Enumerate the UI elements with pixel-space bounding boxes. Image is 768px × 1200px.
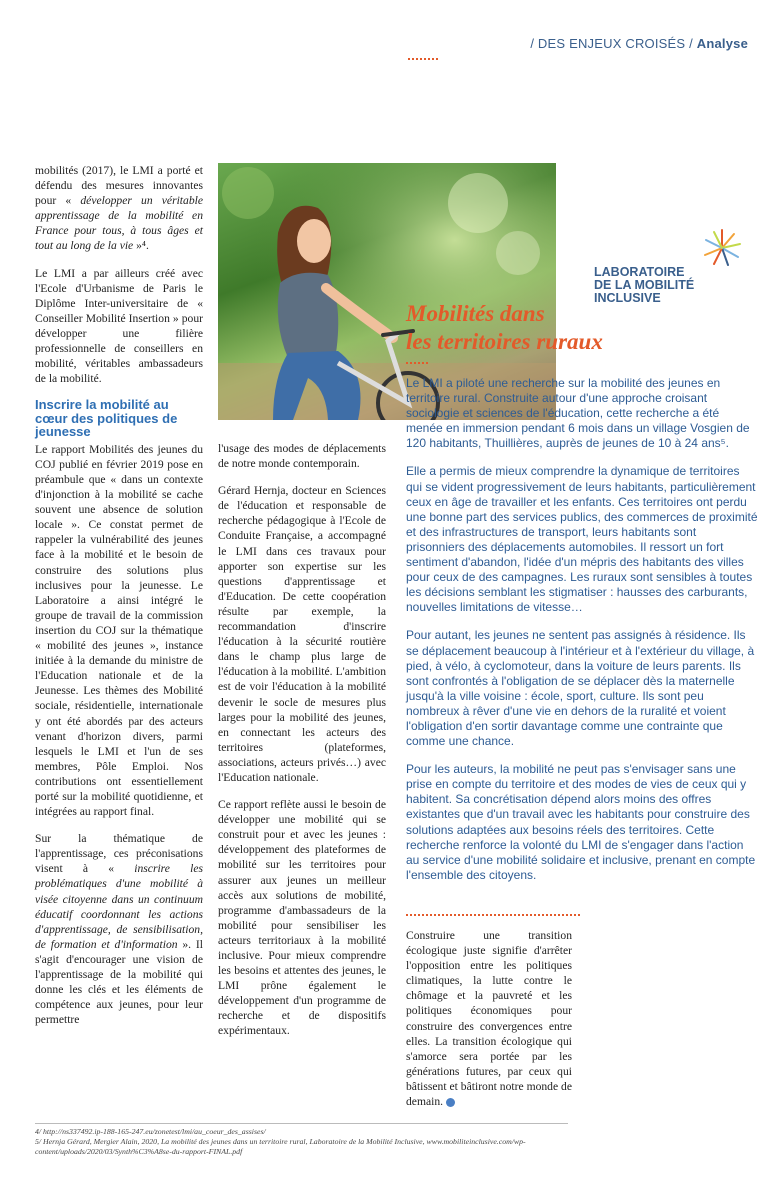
paragraph: Sur la thématique de l'apprentissage, ces préconisations visent à « inscrire les problématiques d'une mobilité à visée citoyenne dans un continuum éducatif coordonnant les actions d'apprentissage, de sensibilisation, de formation et d'information ». Il s'agit d'encourager une vision de l'apprentissage de la mobilité qui donne les clés et les éléments de compétence aux jeunes, pour leur permettre bbox=[35, 832, 203, 1027]
header-dotted-rule bbox=[408, 58, 438, 60]
footnote-5: 5/ Hernja Gérard, Mergier Alain, 2020, La mobilité des jeunes dans un territoire rural, Laboratoire de la Mobilité Inclusive, www.mobiliteinclusive.com/wp-content/uploads/2020/03/Synth%C3%A8se-du-rapport-FINAL.pdf bbox=[35, 1137, 526, 1156]
footnotes bbox=[35, 1127, 575, 1157]
paragraph: mobilités (2017), le LMI a porté et défendu des mesures innovantes pour « développer un véritable apprentissage de la mobilité en France pour tous, à tous âges et tout au long de la vie »⁴. bbox=[35, 164, 203, 253]
paragraph: Le LMI a piloté une recherche sur la mobilité des jeunes en territoire rural. Construite autour d'une approche croisant sociologie et sciences de l'éducation, cette recherche a été menée en immersion pendant 6 mois dans un village Vosgien de 120 habitants, Thuillières, auprès de jeunes de 10 à 24 ans⁵. bbox=[406, 376, 750, 451]
sidebar-body bbox=[406, 376, 758, 896]
running-header bbox=[530, 36, 748, 51]
paragraph: l'usage des modes de déplacements de notre monde contemporain. bbox=[218, 442, 386, 471]
header-category: Analyse bbox=[696, 36, 748, 51]
sidebar-title: Mobilités dans les territoires ruraux bbox=[406, 301, 603, 354]
text-column-1 bbox=[35, 163, 203, 1039]
paragraph: Le rapport Mobilités des jeunes du COJ publié en février 2019 pose en préambule que « dans un contexte d'injonction à la mobilité se cache souvent une absence de solution locale ». Ce constat permet de rappeler la vulnérabilité des jeunes face à la mobilité et le besoin de construire des solutions plus inclusives pour la jeunesse. Le Laboratoire a ainsi intégré le groupe de travail de la commission insertion du COJ sur la thématique « mobilité des jeunes », instance initiée à la demande du ministre de l'Education nationale et de la Jeunesse. Les thèmes des Mobilité sociale, résidentielle, internationale y ont été abordés par des acteurs venant d'horizon divers, parmi lesquels le LMI et l'un de ses membres, Pôle Emploi. Nos contributions ont essentiellement porté sur la mobilité quotidienne, et intégrées au rapport final. bbox=[35, 442, 203, 819]
paragraph: Gérard Hernja, docteur en Sciences de l'éducation et responsable de recherche pédagogique à l'Ecole de Conduite Française, a accompagné le LMI dans ces travaux pour apporter son expertise sur les questions d'apprentissage et d'Education. De cette coopération résulte par exemple, la recommandation d'inscrire l'éducation à la sécurité routière dans le champ plus large de l'éducation à la mobilité. L'ambition est de voir l'éducation à la mobilité devenir le socle de mesures plus larges pour la mobilité des jeunes, en connectant les acteurs des territoires (plateformes, associations, acteurs privés…) avec l'Education nationale. bbox=[218, 484, 386, 784]
header-section: / DES ENJEUX CROISÉS / bbox=[530, 36, 693, 51]
paragraph: Ce rapport reflète aussi le besoin de développer une mobilité qui se construit pour et avec les jeunes : développement des plateformes de mobilité sur les territoires pour assurer aux jeunes un meilleur accès aux solutions de mobilité, programme d'ambassadeurs de la mobilité pour sensibiliser les acteurs territoriaux à la mobilité inclusive. Pour mieux comprendre les besoins et attentes des jeunes, le LMI prône également le développement d'un programme de recherche et de dispositifs expérimentaux. bbox=[218, 798, 386, 1038]
subheading: Inscrire la mobilité au cœur des politiques de jeunesse bbox=[35, 397, 178, 440]
footnote-4: 4/ http://ns337492.ip-188-165-247.eu/zonetest/lmi/au_coeur_des_assises/ bbox=[35, 1127, 266, 1136]
title-dotted-rule bbox=[406, 362, 428, 364]
section-dotted-rule bbox=[406, 914, 580, 916]
text-column-2 bbox=[218, 441, 386, 1051]
paragraph: Pour les auteurs, la mobilité ne peut pas s'envisager sans une prise en compte du territoire et des modes de vies de ceux qui y habitent. Sa concrétisation dépend alors moins des offres existantes que d'un travail avec les habitants pour construire des solutions adaptées aux besoins réels des territoires. Cette recherche renforce la volonté du LMI de s'engager dans l'action au service d'une mobilité solidaire et inclusive, prenant en compte l'ensemble des citoyens. bbox=[406, 762, 756, 882]
lab-logo-text: LABORATOIRE DE LA MOBILITÉ INCLUSIVE bbox=[594, 265, 695, 305]
paragraph: Pour autant, les jeunes ne sentent pas assignés à résidence. Ils se déplacement beaucoup à l'intérieur et à l'extérieur du village, à pied, à vélo, à cyclomoteur, dans la voiture de leurs parents. Ils sont confrontés à l'obligation de se déplacer dès la maternelle jusqu'à la ville voisine : école, sport, culture. Ils sont peu nombreux à rêver d'une vie en dehors de la ruralité et voient l'obligation d'en sortir davantage comme une contrainte que comme une chance. bbox=[406, 628, 755, 749]
footnote-rule bbox=[35, 1123, 568, 1124]
paragraph: Le LMI a par ailleurs créé avec l'Ecole d'Urbanisme de Paris le Diplôme Inter-universitaire de « Conseiller Mobilité Insertion » pour développer une filière professionnelle de conseillers en mobilité, véritables ambassadeurs de la mobilité. bbox=[35, 266, 203, 386]
end-bullet-icon bbox=[446, 1098, 455, 1107]
text-column-3 bbox=[406, 928, 572, 1109]
paragraph: Construire une transition écologique juste signifie d'arrêter l'opposition entre les politiques climatiques, la lutte contre le chômage et la pauvreté et les politiques économiques pour construire des convergences entre elles. La transition écologique qui s'amorce sera portée par les générations futures, par ceux qui bâtissent et bâtiront notre monde de demain. bbox=[406, 929, 572, 1109]
paragraph: Elle a permis de mieux comprendre la dynamique de territoires qui se vident progressivement de leurs habitants, particulièrement ceux en âge de travailler et les enfants. Ces territoires ont perdu une bonne part des services publics, des commerces de proximité et des infrastructures de transport, leurs habitants sont prisonniers des déplacements automobiles. Il ressort un fort sentiment d'abandon, l'idée d'un mépris des habitants des villes pour ceux de des campagnes. Les ruraux sont sensibles à toutes les décisions semblant les stigmatiser : hausses des carburants, nouvelles limitations de vitesse… bbox=[406, 464, 758, 615]
